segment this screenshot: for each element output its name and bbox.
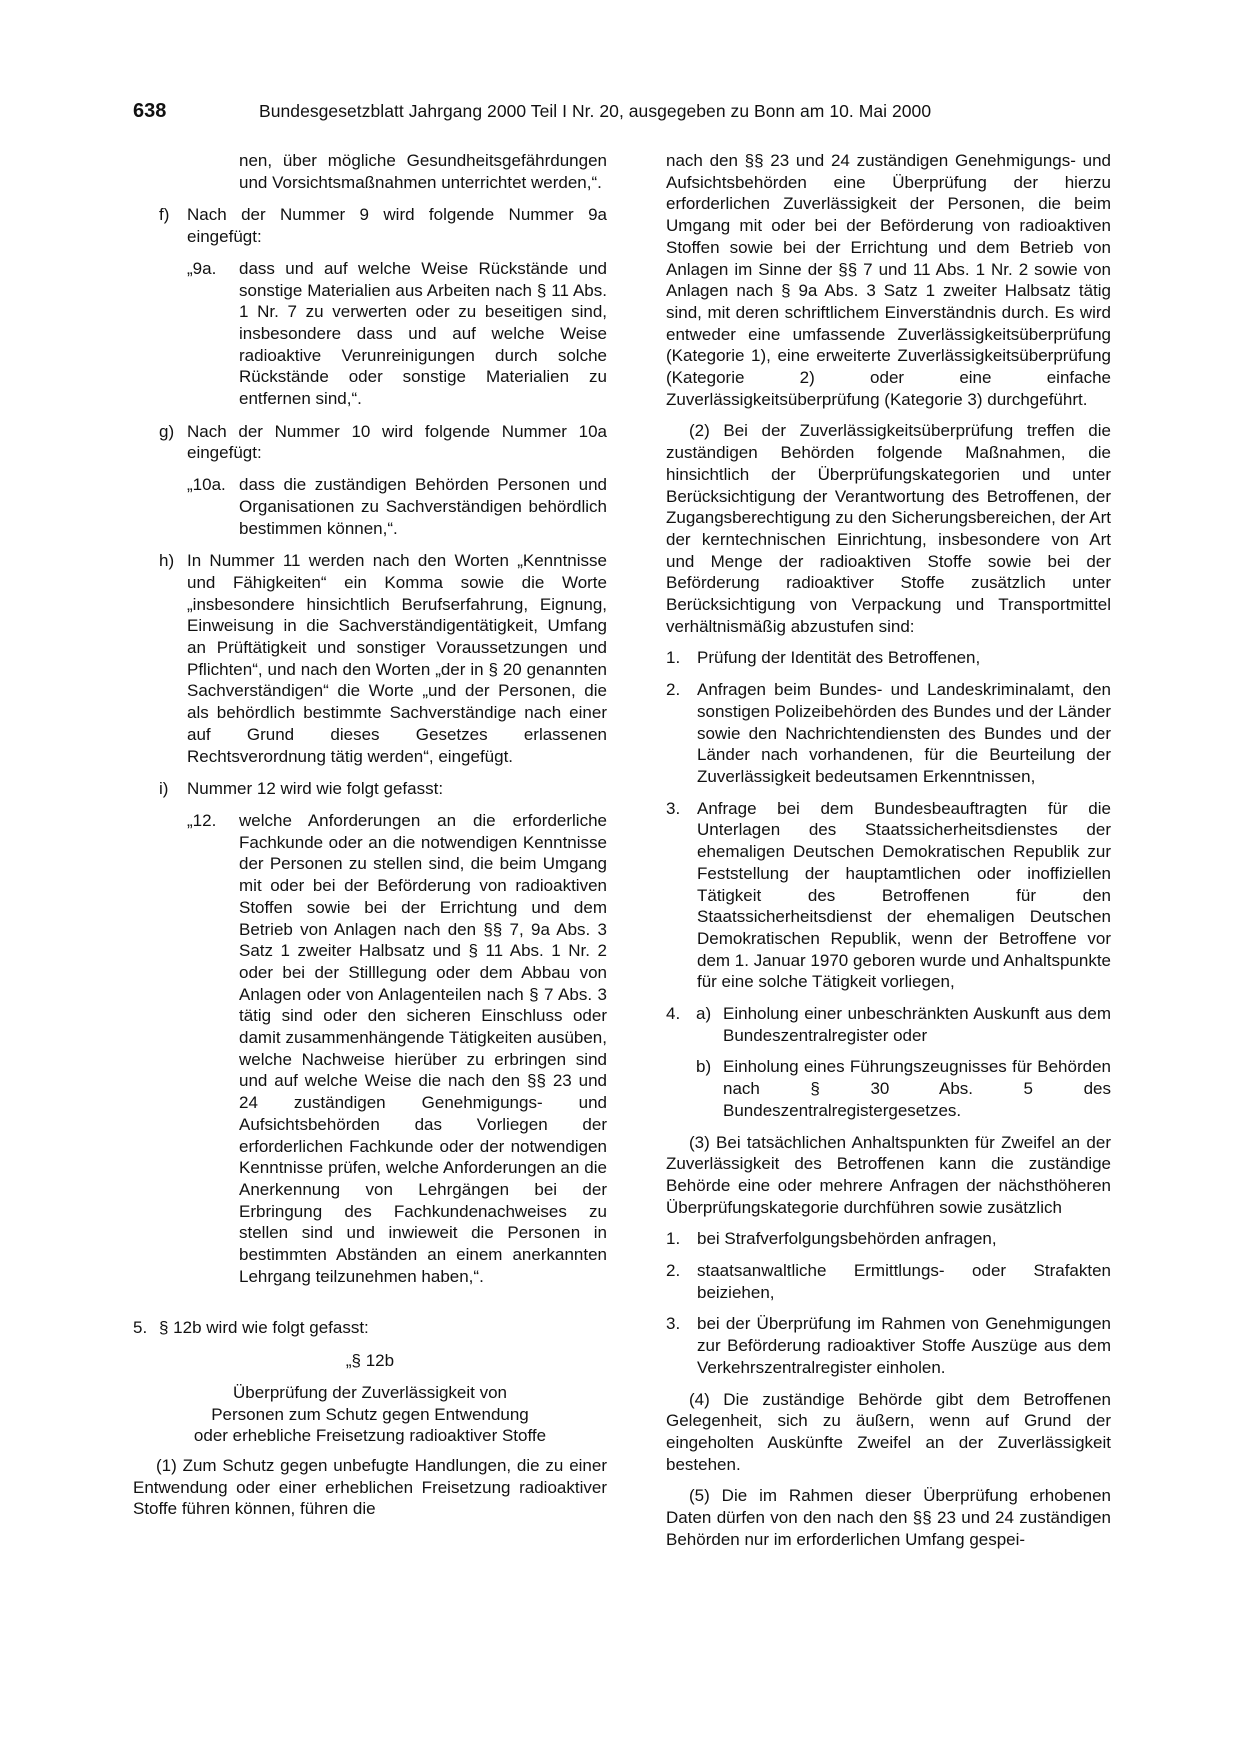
section-title-line-3: oder erhebliche Freisetzung radioaktiver Stoffe bbox=[193, 1426, 547, 1446]
list-item-2 bbox=[666, 679, 1111, 788]
page-number: 638 bbox=[133, 100, 167, 122]
quoted-number-9a bbox=[133, 258, 607, 410]
item-label: i) bbox=[159, 779, 169, 799]
amendment-item-i bbox=[133, 778, 607, 800]
page-header bbox=[133, 100, 1113, 128]
paragraph-4: (4) Die zuständige Behörde gibt dem Betroffenen Gelegenheit, sich zu äußern, wenn auf Grund der eingeholten Auskünfte Zweifel an der Zuverlässigkeit bestehen. bbox=[666, 1389, 1111, 1474]
item-text: Nach der Nummer 9 wird folgende Nummer 9a eingefügt: bbox=[187, 205, 607, 247]
list-label: 3. bbox=[666, 1314, 681, 1334]
amendment-item-5 bbox=[133, 1317, 607, 1339]
section-title bbox=[133, 1382, 607, 1447]
amendment-item-h bbox=[133, 550, 607, 767]
list-item-4b bbox=[666, 1056, 1111, 1121]
list-text: bei der Überprüfung im Rahmen von Genehmigungen zur Beförderung radioaktiver Stoffe Auszüge aus dem Verkehrszentralregister einholen. bbox=[697, 1314, 1111, 1377]
item-label: g) bbox=[159, 421, 175, 441]
quoted-number-12 bbox=[133, 810, 607, 1287]
list-label: 1. bbox=[666, 1229, 681, 1249]
list-item-m1 bbox=[666, 1228, 1111, 1250]
continued-text: nen, über mögliche Gesundheitsgefährdungen und Vorsichtsmaßnahmen unterrichtet werden,“. bbox=[239, 151, 607, 192]
list-item-3 bbox=[666, 798, 1111, 993]
list-text: staatsanwaltliche Ermittlungs- oder Strafakten beiziehen, bbox=[697, 1261, 1111, 1302]
list-text: Einholung einer unbeschränkten Auskunft aus dem Bundeszentralregister oder bbox=[723, 1004, 1111, 1045]
list-text: Einholung eines Führungszeugnisses für Behörden nach § 30 Abs. 5 des Bundeszentralregistergesetzes. bbox=[723, 1057, 1111, 1120]
quote-label: „9a. bbox=[187, 258, 217, 278]
list-label: 2. bbox=[666, 680, 681, 700]
section-title-line-2: Personen zum Schutz gegen Entwendung bbox=[211, 1404, 529, 1424]
continued-text: nach den §§ 23 und 24 zuständigen Genehmigungs- und Aufsichtsbehörden eine Überprüfung der hierzu erforderlichen Zuverlässigkeit der Personen, die beim Umgang mit oder bei der Beförderung von radioaktiven Stoffen sowie bei der Errichtung und dem Betrieb von Anlagen im Sinne der §§ 7 und 11 Abs. 1 Nr. 2 sowie von Anlagen nach § 9a Abs. 3 Satz 1 zweiter Halbsatz tätig sind, mit deren schriftlichem Einverständnis durch. Es wird entweder eine umfassende Zuverlässigkeitsüberprüfung (Kategorie 1), eine erweiterte Zuverlässigkeitsüberprüfung (Kategorie 2) oder eine einfache Zuverlässigkeitsüberprüfung (Kategorie 3) durchgeführt. bbox=[666, 151, 1111, 409]
list-item-m2 bbox=[666, 1260, 1111, 1303]
paragraph-2: (2) Bei der Zuverlässigkeitsüberprüfung treffen die zuständigen Behörden folgende Maßnahmen, die hinsichtlich der Überprüfungskategorien und unter Berücksichtigung der Verantwortung des Betroffenen, der Zugangsberechtigung zu den Sicherungsbereichen, der Art der kerntechnischen Einrichtung, insbesondere von Art und Menge der radioaktiven Stoffe sowie bei der Beförderung radioaktiver Stoffe zusätzlich unter Berücksichtigung von Verpackung und Transportmittel verhältnismäßig abzustufen sind: bbox=[666, 421, 1111, 636]
sub-label: b) bbox=[696, 1057, 712, 1077]
paragraph-5: (5) Die im Rahmen dieser Überprüfung erhobenen Daten dürfen von den nach den §§ 23 und 24 zuständigen Behörden nur im erforderlichen Umfang gespei- bbox=[666, 1486, 1111, 1549]
quote-label: „12. bbox=[187, 810, 217, 830]
item-text: In Nummer 11 werden nach den Worten „Kenntnisse und Fähigkeiten“ ein Komma sowie die Worte „insbesondere hinsichtlich Berufserfahrung, Eignung, Einweisung in die Sachverständigentätigkeit, Umfang an Prüftätigkeit und sonstiger Voraussetzungen und Pflichten“, und nach den Worten „der in § 20 genannten Sachverständigen“ die Worte „und der Personen, die als behördlich bestimmte Sachverständige nach einer auf Grund dieses Gesetzes erlassenen Rechtsverordnung tätig werden“, eingefügt. bbox=[187, 551, 607, 766]
list-text: Anfrage bei dem Bundesbeauftragten für die Unterlagen des Staatssicherheitsdienstes der ehemaligen Deutschen Demokratischen Republik zur Feststellung der hauptamtlichen oder inoffiziellen Tätigkeit des Betroffenen für den Staatssicherheitsdienst der ehemaligen Deutschen Demokratischen Republik, wenn der Betroffene vor dem 1. Januar 1970 geboren wurde und Anhaltspunkte für eine solche Tätigkeit vorliegen, bbox=[697, 798, 1111, 992]
list-label: 1. bbox=[666, 648, 681, 668]
running-title: Bundesgesetzblatt Jahrgang 2000 Teil I Nr. 20, ausgegeben zu Bonn am 10. Mai 2000 bbox=[259, 101, 932, 121]
list-item-m3 bbox=[666, 1313, 1111, 1378]
left-column bbox=[133, 150, 607, 1520]
item-label: 5. bbox=[133, 1318, 148, 1338]
quote-label: „10a. bbox=[187, 475, 226, 495]
paragraph-3: (3) Bei tatsächlichen Anhaltspunkten für Zweifel an der Zuverlässigkeit des Betroffenen kann die zuständige Behörde eine oder mehrere Anfragen der nächsthöheren Überprüfungskategorie durchführen sowie zusätzlich bbox=[666, 1132, 1111, 1217]
item-label: f) bbox=[159, 205, 170, 225]
list-label: 4. bbox=[666, 1004, 681, 1024]
sub-label: a) bbox=[696, 1004, 712, 1024]
quote-text: dass die zuständigen Behörden Personen und Organisationen zu Sachverständigen behördlich bestimmen können,“. bbox=[239, 475, 607, 538]
section-title-line-1: Überprüfung der Zuverlässigkeit von bbox=[232, 1382, 508, 1402]
list-label: 3. bbox=[666, 798, 681, 818]
item-text: § 12b wird wie folgt gefasst: bbox=[159, 1318, 369, 1338]
list-text: bei Strafverfolgungsbehörden anfragen, bbox=[697, 1229, 997, 1249]
list-item-4a bbox=[666, 1003, 1111, 1046]
list-label: 2. bbox=[666, 1261, 681, 1281]
list-item-1 bbox=[666, 647, 1111, 669]
section-heading: „§ 12b bbox=[345, 1351, 395, 1371]
quoted-number-10a bbox=[133, 474, 607, 539]
paragraph-1: (1) Zum Schutz gegen unbefugte Handlungen, die zu einer Entwendung oder einer erheblichen Freisetzung radioaktiver Stoffe führen können, führen die bbox=[133, 1455, 607, 1519]
amendment-item-f bbox=[133, 204, 607, 247]
quote-text: dass und auf welche Weise Rückstände und sonstige Materialien aus Arbeiten nach § 11 Abs. 1 Nr. 7 zu verwerten oder zu beseitigen sind, insbesondere dass und auf welche Weise radioaktive Verunreinigungen durch solche Rückstände oder sonstige Materialien zu entfernen sind,“. bbox=[239, 258, 607, 409]
right-column bbox=[666, 150, 1111, 1550]
quote-text: welche Anforderungen an die erforderliche Fachkunde oder an die notwendigen Kenntnisse der Personen zu stellen sind, die beim Umgang mit oder bei der Beförderung von radioaktiven Stoffen sowie bei der Errichtung und dem Betrieb von Anlagen nach den §§ 7, 9a Abs. 3 Satz 1 zweiter Halbsatz und § 11 Abs. 1 Nr. 2 oder bei der Stilllegung oder dem Abbau von Anlagen oder von Anlagenteilen nach § 7 Abs. 3 tätig sind oder den sicheren Einschluss oder damit zusammenhängende Tätigkeiten ausüben, welche Nachweise hierüber zu erbringen sind und auf welche Weise die nach den §§ 23 und 24 zuständigen Genehmigungs- und Aufsichtsbehörden das Vorliegen der erforderlichen Fachkunde oder der notwendigen Kenntnisse prüfen, welche Anforderungen an die Anerkennung von Lehrgängen bei der Erbringung des Fachkundenachweises zu stellen sind und inwieweit die Personen in bestimmten Abständen an einem anerkannten Lehrgang teilzunehmen haben,“. bbox=[239, 810, 607, 1286]
item-text: Nummer 12 wird wie folgt gefasst: bbox=[187, 779, 444, 799]
list-text: Anfragen beim Bundes- und Landeskriminalamt, den sonstigen Polizeibehörden des Bundes und der Länder sowie den Nachrichtendiensten des Bundes und der Länder nach vorhandenen, für die Beurteilung der Zuverlässigkeit bedeutsamen Erkenntnissen, bbox=[697, 680, 1111, 786]
item-text: Nach der Nummer 10 wird folgende Nummer 10a eingefügt: bbox=[187, 421, 607, 463]
list-text: Prüfung der Identität des Betroffenen, bbox=[697, 648, 981, 668]
item-label: h) bbox=[159, 551, 175, 571]
amendment-item-g bbox=[133, 421, 607, 464]
